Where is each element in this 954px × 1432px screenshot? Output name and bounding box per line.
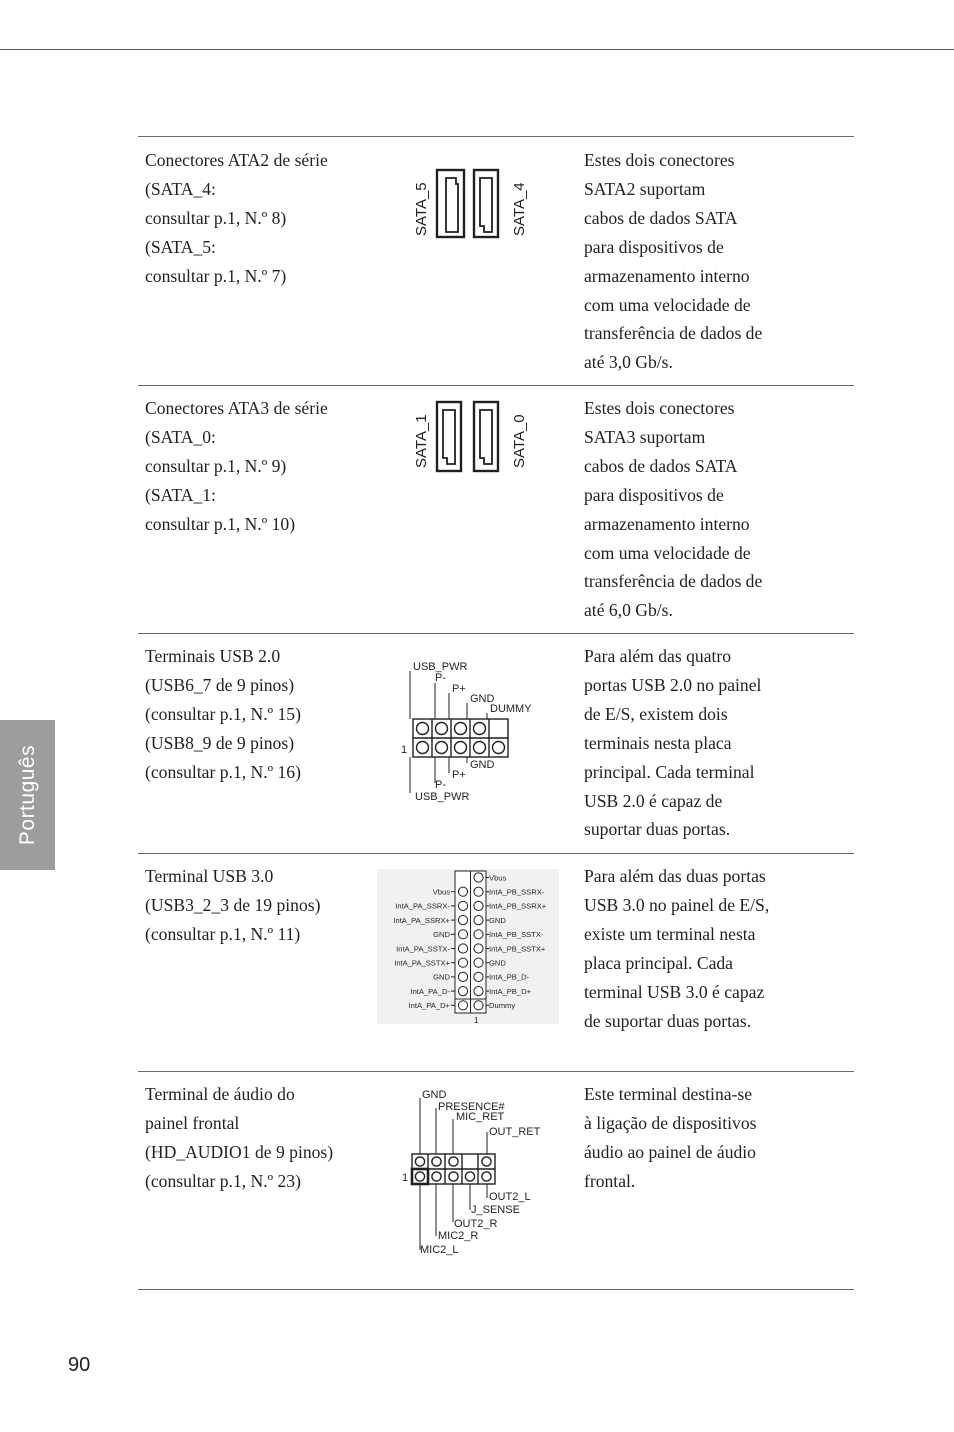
name-line: consultar p.1, N.º 8)	[145, 207, 287, 228]
table-rule	[138, 633, 854, 634]
desc-line: USB 2.0 é capaz de	[584, 790, 723, 811]
desc-line: até 6,0 Gb/s.	[584, 600, 673, 621]
name-line: consultar p.1, N.º 9)	[145, 455, 287, 476]
usb3-right-pin-label: IntA_PB_SSRX-	[489, 887, 545, 897]
row-usb2-name	[145, 642, 380, 787]
desc-line: Para além das quatro	[584, 646, 732, 666]
row-sata3-description	[584, 394, 846, 625]
usb3-right-pin-label: IntA_PB_D+	[489, 986, 532, 996]
table-rule	[138, 385, 854, 386]
usb3-left-pin-label: GND	[433, 930, 450, 940]
sata-5-label: SATA_5	[413, 182, 430, 236]
desc-line: de suportar duas portas.	[584, 1010, 752, 1031]
p-minus-bottom-label: P-	[435, 779, 446, 791]
desc-line: terminal USB 3.0 é capaz	[584, 981, 765, 1002]
row-hd-audio-name	[145, 1080, 380, 1196]
sata3-connector-diagram	[400, 392, 540, 487]
hd-audio-header-diagram	[400, 1086, 550, 1263]
usb2-header-diagram	[398, 655, 548, 815]
usb3-pin-header-icon	[455, 871, 486, 1013]
table-rule	[138, 1071, 854, 1072]
desc-line: cabos de dados SATA	[584, 455, 738, 476]
name-line: (SATA_4:	[145, 178, 216, 199]
usb3-left-pin-label: IntA_PA_D+	[408, 1001, 450, 1011]
usb3-left-pin-label: Vbus	[432, 887, 450, 897]
usb3-left-pin-label: IntA_PA_SSRX-	[395, 901, 450, 911]
usb3-left-pin-label: IntA_PA_SSTX-	[396, 944, 450, 954]
desc-line: com uma velocidade de	[584, 542, 751, 563]
table-rule	[138, 853, 854, 854]
desc-line: transferência de dados de	[584, 323, 763, 344]
desc-line: USB 3.0 no painel de E/S,	[584, 894, 770, 915]
usb3-header-diagram	[377, 869, 559, 1032]
sata-port-right-icon	[474, 402, 498, 471]
desc-line: para dispositivos de	[584, 484, 724, 505]
row-sata2-name	[145, 146, 380, 291]
row-sata2-description	[584, 146, 846, 377]
name-line: Terminais USB 2.0	[145, 646, 281, 666]
page-number: 90	[68, 1354, 91, 1376]
name-line: (consultar p.1, N.º 11)	[145, 923, 301, 944]
row-usb2-description	[584, 642, 846, 844]
j-sense-label: J_SENSE	[471, 1204, 520, 1216]
name-line: Conectores ATA3 de série	[145, 398, 328, 418]
language-side-tab	[0, 720, 55, 870]
mic2-l-label: MIC2_L	[420, 1244, 459, 1256]
out2-r-label: OUT2_R	[454, 1218, 498, 1230]
name-line: (consultar p.1, N.º 15)	[145, 703, 301, 724]
hd-audio-pin-header-icon	[412, 1154, 495, 1184]
p-plus-top-label: P+	[452, 683, 466, 695]
desc-line: SATA3 suportam	[584, 426, 706, 447]
table-rule-bottom	[138, 1289, 854, 1290]
name-line: (SATA_0:	[145, 426, 216, 447]
name-line: (HD_AUDIO1 de 9 pinos)	[145, 1141, 334, 1162]
usb-pwr-bottom-label: USB_PWR	[415, 791, 470, 803]
desc-line: Para além das duas portas	[584, 866, 766, 886]
gnd-bottom-label: GND	[470, 759, 495, 771]
desc-line: terminais nesta placa	[584, 732, 732, 753]
name-line: Conectores ATA2 de série	[145, 150, 328, 170]
desc-line: portas USB 2.0 no painel	[584, 674, 762, 695]
desc-line: frontal.	[584, 1170, 636, 1191]
sata2-connector-diagram	[400, 158, 540, 253]
usb3-left-pin-label: IntA_PA_D-	[410, 986, 450, 996]
desc-line: existe um terminal nesta	[584, 923, 756, 944]
name-line: (USB8_9 de 9 pinos)	[145, 732, 295, 753]
desc-line: suportar duas portas.	[584, 819, 731, 840]
desc-line: áudio ao painel de áudio	[584, 1141, 756, 1162]
name-line: (USB3_2_3 de 19 pinos)	[145, 894, 321, 915]
usb3-right-pin-label: GND	[489, 915, 506, 925]
usb3-right-pin-label: IntA_PB_D-	[489, 972, 530, 982]
language-tab-label: Português	[15, 744, 39, 846]
name-line: (USB6_7 de 9 pinos)	[145, 674, 295, 695]
presence-label: PRESENCE#	[438, 1101, 505, 1113]
row-usb3-description	[584, 862, 846, 1035]
name-line: consultar p.1, N.º 7)	[145, 265, 287, 286]
desc-line: SATA2 suportam	[584, 178, 706, 199]
desc-line: Estes dois conectores	[584, 150, 735, 170]
pin-1-label: 1	[401, 744, 408, 756]
usb3-right-pin-label: Dummy	[489, 1001, 516, 1011]
usb3-left-pin-label: IntA_PA_SSTX+	[394, 958, 450, 968]
sata-1-label: SATA_1	[413, 414, 430, 468]
desc-line: à ligação de dispositivos	[584, 1112, 757, 1133]
usb3-left-pin-label: GND	[433, 972, 450, 982]
p-plus-bottom-label: P+	[452, 769, 466, 781]
name-line: consultar p.1, N.º 10)	[145, 513, 296, 534]
audio-pin-1-label: 1	[402, 1172, 409, 1184]
desc-line: principal. Cada terminal	[584, 761, 755, 782]
desc-line: Estes dois conectores	[584, 398, 735, 418]
desc-line: para dispositivos de	[584, 236, 724, 257]
desc-line: de E/S, existem dois	[584, 703, 728, 724]
top-rule	[0, 49, 954, 50]
mic2-r-label: MIC2_R	[438, 1230, 479, 1242]
usb3-left-pin-label: IntA_PA_SSRX+	[393, 915, 450, 925]
gnd-top-label: GND	[470, 693, 495, 705]
desc-line: transferência de dados de	[584, 571, 763, 592]
sata-port-right-icon	[474, 170, 498, 237]
row-usb3-name	[145, 862, 380, 949]
mic-ret-label: MIC_RET	[456, 1111, 505, 1123]
usb3-right-pin-label: IntA_PB_SSTX+	[489, 944, 546, 954]
name-line: (SATA_1:	[145, 484, 216, 505]
desc-line: com uma velocidade de	[584, 294, 751, 315]
name-line: (SATA_5:	[145, 236, 216, 257]
desc-line: até 3,0 Gb/s.	[584, 352, 673, 373]
usb3-right-pin-label: IntA_PB_SSRX+	[489, 901, 547, 911]
name-line: (consultar p.1, N.º 16)	[145, 761, 301, 782]
out-ret-label: OUT_RET	[489, 1126, 541, 1138]
name-line: (consultar p.1, N.º 23)	[145, 1170, 301, 1191]
table-rule-top	[138, 136, 854, 137]
usb3-right-pin-label: IntA_PB_SSTX-	[489, 930, 544, 940]
row-sata3-name	[145, 394, 380, 539]
desc-line: placa principal. Cada	[584, 952, 733, 973]
sata-4-label: SATA_4	[511, 182, 528, 236]
row-hd-audio-description	[584, 1080, 846, 1196]
usb3-pin-1-label: 1	[474, 1016, 479, 1025]
p-minus-top-label: P-	[435, 672, 446, 684]
name-line: painel frontal	[145, 1112, 240, 1133]
desc-line: cabos de dados SATA	[584, 207, 738, 228]
desc-line: Este terminal destina-se	[584, 1084, 753, 1104]
usb3-right-pin-label: GND	[489, 958, 506, 968]
sata-port-left-icon	[437, 402, 461, 471]
name-line: Terminal USB 3.0	[145, 866, 274, 886]
desc-line: armazenamento interno	[584, 265, 750, 286]
usb3-right-pin-label: Vbus	[489, 873, 507, 883]
sata-0-label: SATA_0	[511, 414, 528, 468]
out2-l-label: OUT2_L	[489, 1191, 531, 1203]
usb2-pin-header-icon	[413, 719, 508, 757]
sata-port-left-icon	[437, 170, 464, 237]
name-line: Terminal de áudio do	[145, 1084, 295, 1104]
usb-pwr-top-label: USB_PWR	[413, 661, 468, 673]
gnd-label: GND	[422, 1089, 447, 1101]
dummy-label: DUMMY	[490, 703, 532, 715]
desc-line: armazenamento interno	[584, 513, 750, 534]
